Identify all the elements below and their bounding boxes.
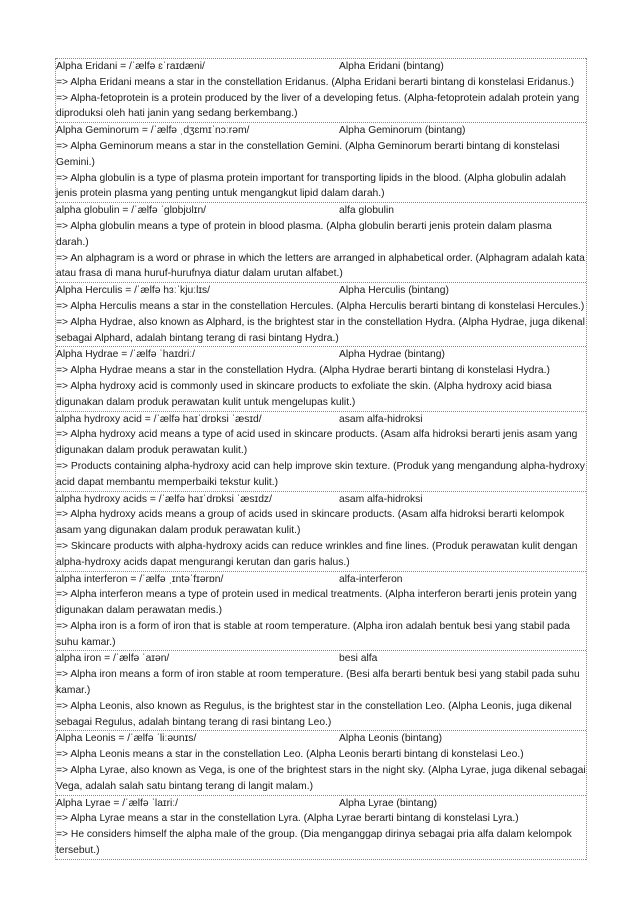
dictionary-document [55,58,587,860]
entry-term: alpha iron = /ˈælfə ˈaɪən/ [56,653,170,665]
example-sentence: => Alpha Eridani means a star in the constellation Eridanus. (Alpha Eridani berarti bintang di konstelasi Eridanus.) [56,76,575,88]
entry-translation: asam alfa-hidroksi [339,493,423,505]
entry-header [56,203,586,219]
example-sentence: => Alpha interferon means a type of protein used in medical treatments. (Alpha interferon berarti jenis protein yang digunakan dalam perawatan medis.) [56,589,577,617]
entry-header [56,796,586,812]
entry-translation: Alpha Eridani (bintang) [339,61,444,72]
entry-translation: asam alfa-hidroksi [339,413,423,425]
example-sentence: => Alpha Leonis, also known as Regulus, is the brightest star in the constellation Leo. (Alpha Leonis, juga dikenal sebagai Regulus, adalah bintang terang di rasi bintang Leo.) [56,700,572,728]
entry-header [56,572,586,588]
example-sentence: => Alpha Geminorum means a star in the constellation Gemini. (Alpha Geminorum berarti bintang di konstelasi Gemini.) [56,140,560,168]
example-sentence: => Alpha Leonis means a star in the constellation Leo. (Alpha Leonis berarti bintang di konstelasi Leo.) [56,749,524,761]
example-sentence: => Skincare products with alpha-hydroxy acids can reduce wrinkles and fine lines. (Produk perawatan kulit dengan alpha-hydroxy acids dapat mengurangi kerutan dan garis halus.) [56,540,578,568]
dictionary-entry [56,795,586,860]
example-sentence: => Alpha globulin means a type of protein in blood plasma. (Alpha globulin berarti jenis protein dalam plasma darah.) [56,220,552,248]
entry-translation: besi alfa [339,653,378,665]
dictionary-entry [56,122,586,202]
example-sentence: => Alpha globulin is a type of plasma protein important for transporting lipids in the blood. (Alpha globulin adalah jenis protein plasma yang penting untuk mengangkut lipid dalam darah.) [56,172,567,200]
entry-translation: Alpha Lyrae (bintang) [339,797,438,809]
dictionary-entry [56,282,586,346]
dictionary-entry [56,730,586,794]
entry-header [56,492,586,508]
entry-term: alpha interferon = /ˈælfə ˌɪntəˈfɪərɒn/ [56,573,224,585]
entry-term: alpha globulin = /ˈælfə ˈɡlɒbjʊlɪn/ [56,205,207,217]
entry-term: Alpha Eridani = /ˈælfə ɛˈraɪdæni/ [56,61,205,72]
entry-translation: Alpha Herculis (bintang) [339,285,449,297]
entry-header [56,283,586,299]
entry-header [56,59,586,75]
dictionary-entry [56,650,586,730]
example-sentence: => Alpha iron means a form of iron stable at room temperature. (Besi alfa berarti bentuk besi yang stabil pada suhu kamar.) [56,669,580,697]
dictionary-entry [56,346,586,410]
example-sentence: => Alpha hydroxy acid means a type of acid used in skincare products. (Asam alfa hidroksi berarti jenis asam yang digunakan dalam produk perawatan kulit.) [56,429,578,457]
entry-term: Alpha Geminorum = /ˈælfə ˌdʒɛmɪˈnɔːrəm/ [56,125,250,137]
dictionary-entry [56,491,586,571]
dictionary-entry [56,571,586,651]
example-sentence: => He considers himself the alpha male of the group. (Dia menganggap dirinya sebagai pria alfa dalam kelompok tersebut.) [56,829,572,857]
example-sentence: => Products containing alpha-hydroxy acid can help improve skin texture. (Produk yang mengandung alpha-hydroxy acid dapat membantu memperbaiki tekstur kulit.) [56,460,585,488]
entry-term: Alpha Leonis = /ˈælfə ˈliːəʊnɪs/ [56,733,197,745]
example-sentence: => Alpha hydroxy acids means a group of acids used in skincare products. (Asam alfa hidroksi berarti kelompok asam yang digunakan dalam produk perawatan kulit.) [56,509,565,537]
entry-term: alpha hydroxy acid = /ˈælfə haɪˈdrɒksi ˈæsɪd/ [56,413,262,425]
dictionary-entry [56,202,586,282]
entry-translation: alfa globulin [339,205,394,217]
example-sentence: => Alpha Herculis means a star in the constellation Hercules. (Alpha Herculis berarti bintang di konstelasi Hercules.) [56,300,585,312]
entry-header [56,123,586,139]
entry-header [56,731,586,747]
entry-term: Alpha Herculis = /ˈælfə hɜːˈkjuːlɪs/ [56,285,211,297]
example-sentence: => Alpha Hydrae means a star in the constellation Hydra. (Alpha Hydrae berarti bintang di konstelasi Hydra.) [56,365,550,377]
example-sentence: => Alpha hydroxy acid is commonly used in skincare products to exfoliate the skin. (Alpha hydroxy acid biasa digunakan dalam produk perawatan kulit untuk mengelupas kulit.) [56,380,552,408]
entry-header [56,347,586,363]
entry-translation: Alpha Hydrae (bintang) [339,349,445,361]
entry-term: alpha hydroxy acids = /ˈælfə haɪˈdrɒksi ˈæsɪdz/ [56,493,272,505]
example-sentence: => Alpha-fetoprotein is a protein produced by the liver of a developing fetus. (Alpha-fetoprotein adalah protein yang diproduksi oleh hati janin yang sedang berkembang.) [56,92,580,120]
dictionary-entry [56,58,586,122]
entry-term: Alpha Lyrae = /ˈælfə ˈlaɪriː/ [56,797,179,809]
example-sentence: => Alpha Lyrae means a star in the constellation Lyra. (Alpha Lyrae berarti bintang di konstelasi Lyra.) [56,813,519,825]
entry-translation: Alpha Geminorum (bintang) [339,125,466,137]
entry-header [56,651,586,667]
entry-term: Alpha Hydrae = /ˈælfə ˈhaɪdriː/ [56,349,196,361]
example-sentence: => Alpha Lyrae, also known as Vega, is one of the brightest stars in the night sky. (Alpha Lyrae, juga dikenal sebagai Vega, adalah salah satu bintang terang di langit malam.) [56,765,586,792]
entry-translation: alfa-interferon [339,573,403,585]
entry-header [56,412,586,428]
example-sentence: => An alphagram is a word or phrase in which the letters are arranged in alphabetical order. (Alphagram adalah kata atau frasa di mana huruf-hurufnya diatur dalam urutan alfabet.) [56,252,585,280]
example-sentence: => Alpha iron is a form of iron that is stable at room temperature. (Alpha iron adalah bentuk besi yang stabil pada suhu kamar.) [56,620,570,648]
entry-translation: Alpha Leonis (bintang) [339,733,443,745]
example-sentence: => Alpha Hydrae, also known as Alphard, is the brightest star in the constellation Hydra. (Alpha Hydrae, juga dikenal sebagai Alphard, adalah bintang terang di rasi bintang Hydra.) [56,316,585,344]
dictionary-entry [56,411,586,491]
